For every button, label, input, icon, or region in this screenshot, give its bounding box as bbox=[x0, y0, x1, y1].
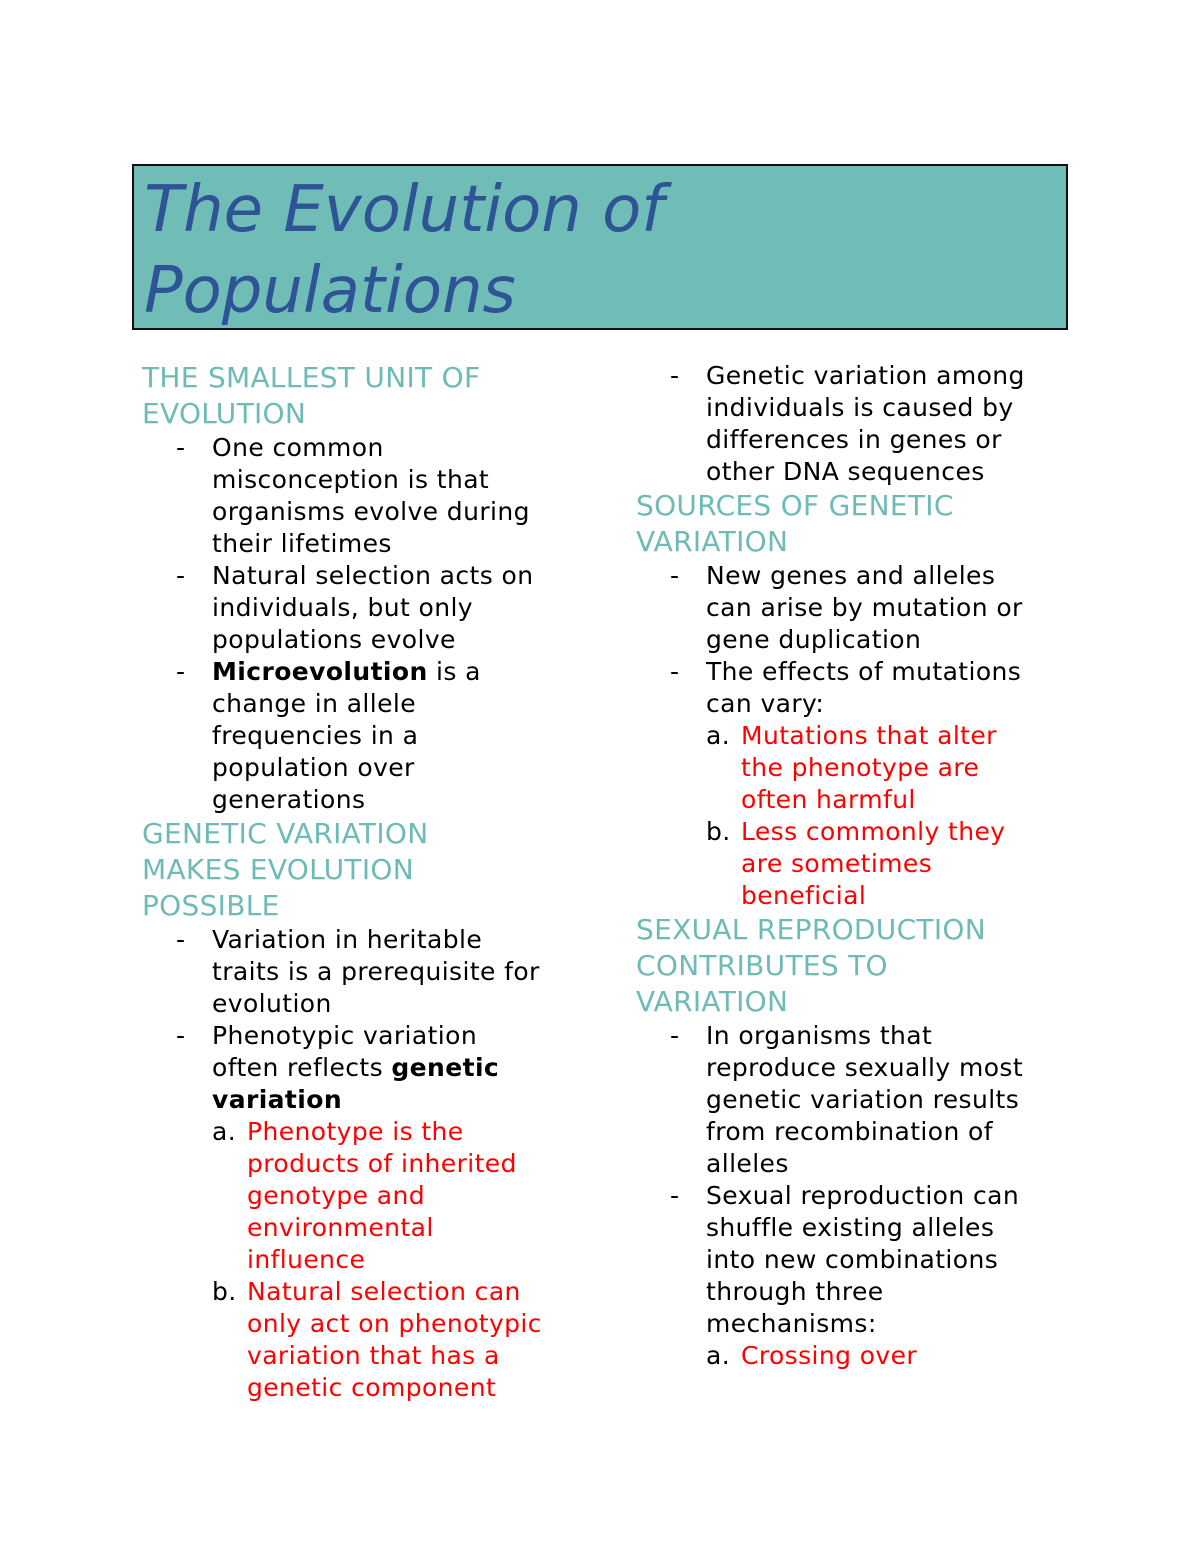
bullet-list bbox=[636, 560, 1076, 912]
dash-bullet: - bbox=[670, 657, 680, 686]
dash-bullet: - bbox=[176, 1021, 186, 1050]
sub-list-item: a. Phenotype is the products of inherited genotype and environmental influence bbox=[212, 1117, 517, 1274]
bullet-list bbox=[142, 432, 582, 816]
list-item-microevolution: - Microevolution is a change in allele frequencies in a population over generations bbox=[176, 657, 481, 814]
list-item: - Natural selection acts on individuals, but only populations evolve bbox=[176, 561, 534, 654]
bullet-list bbox=[142, 924, 582, 1404]
sub-list-item: b. Natural selection can only act on phenotypic variation that has a genetic component bbox=[212, 1277, 542, 1402]
list-item: - In organisms that reproduce sexually most genetic variation results from recombination of alleles bbox=[670, 1021, 1024, 1178]
list-item: - One common misconception is that organisms evolve during their lifetimes bbox=[176, 433, 530, 558]
dash-bullet: - bbox=[176, 657, 186, 686]
list-item: - Variation in heritable traits is a prerequisite for evolution bbox=[176, 925, 540, 1018]
term-microevolution: Microevolution bbox=[212, 657, 428, 686]
dash-bullet: - bbox=[670, 1181, 680, 1210]
sub-marker: a. bbox=[212, 1117, 237, 1146]
section-heading-sexual-reproduction: SEXUAL REPRODUCTION CONTRIBUTES TO VARIATION bbox=[636, 913, 986, 1018]
bullet-list bbox=[636, 360, 1076, 488]
list-item: - Genetic variation among individuals is caused by differences in genes or other DNA sequences bbox=[670, 361, 1025, 486]
dash-bullet: - bbox=[670, 561, 680, 590]
sub-marker: a. bbox=[706, 1341, 731, 1370]
sub-list bbox=[706, 1340, 1076, 1372]
list-item: - Phenotypic variation often reflects genetic variation a. Phenotype is the products of inherited genotype and environmental influence b. Natural selection can only act on phenotypic variation that has a genetic component bbox=[142, 1020, 582, 1404]
sub-marker: b. bbox=[706, 817, 731, 846]
dash-bullet: - bbox=[670, 361, 680, 390]
dash-bullet: - bbox=[670, 1021, 680, 1050]
right-column bbox=[636, 360, 1076, 1372]
sub-list-item: a. Crossing over bbox=[706, 1341, 918, 1370]
sub-list-item: a. Mutations that alter the phenotype are often harmful bbox=[706, 721, 997, 814]
dash-bullet: - bbox=[176, 925, 186, 954]
list-item: - Sexual reproduction can shuffle existing alleles into new combinations through three mechanisms: a. Crossing over bbox=[636, 1180, 1076, 1372]
left-column bbox=[142, 360, 582, 1404]
list-item: - The effects of mutations can vary: a. Mutations that alter the phenotype are often harmful b. Less commonly they are sometimes beneficial bbox=[636, 656, 1076, 912]
section-heading-sources: SOURCES OF GENETIC VARIATION bbox=[636, 489, 954, 558]
document-title: The Evolution of Populations bbox=[144, 173, 664, 328]
bullet-list bbox=[636, 1020, 1076, 1372]
section-heading-smallest-unit: THE SMALLEST UNIT OF EVOLUTION bbox=[142, 361, 481, 430]
sub-list bbox=[706, 720, 1076, 912]
title-banner bbox=[132, 164, 1068, 330]
sub-marker: b. bbox=[212, 1277, 237, 1306]
sub-marker: a. bbox=[706, 721, 731, 750]
sub-list bbox=[212, 1116, 582, 1404]
sub-list-item: b. Less commonly they are sometimes beneficial bbox=[706, 817, 1006, 910]
term-genetic-variation: genetic variation bbox=[212, 1053, 500, 1114]
dash-bullet: - bbox=[176, 433, 186, 462]
list-item: - New genes and alleles can arise by mutation or gene duplication bbox=[670, 561, 1023, 654]
section-heading-genetic-variation: GENETIC VARIATION MAKES EVOLUTION POSSIBLE bbox=[142, 817, 429, 922]
dash-bullet: - bbox=[176, 561, 186, 590]
